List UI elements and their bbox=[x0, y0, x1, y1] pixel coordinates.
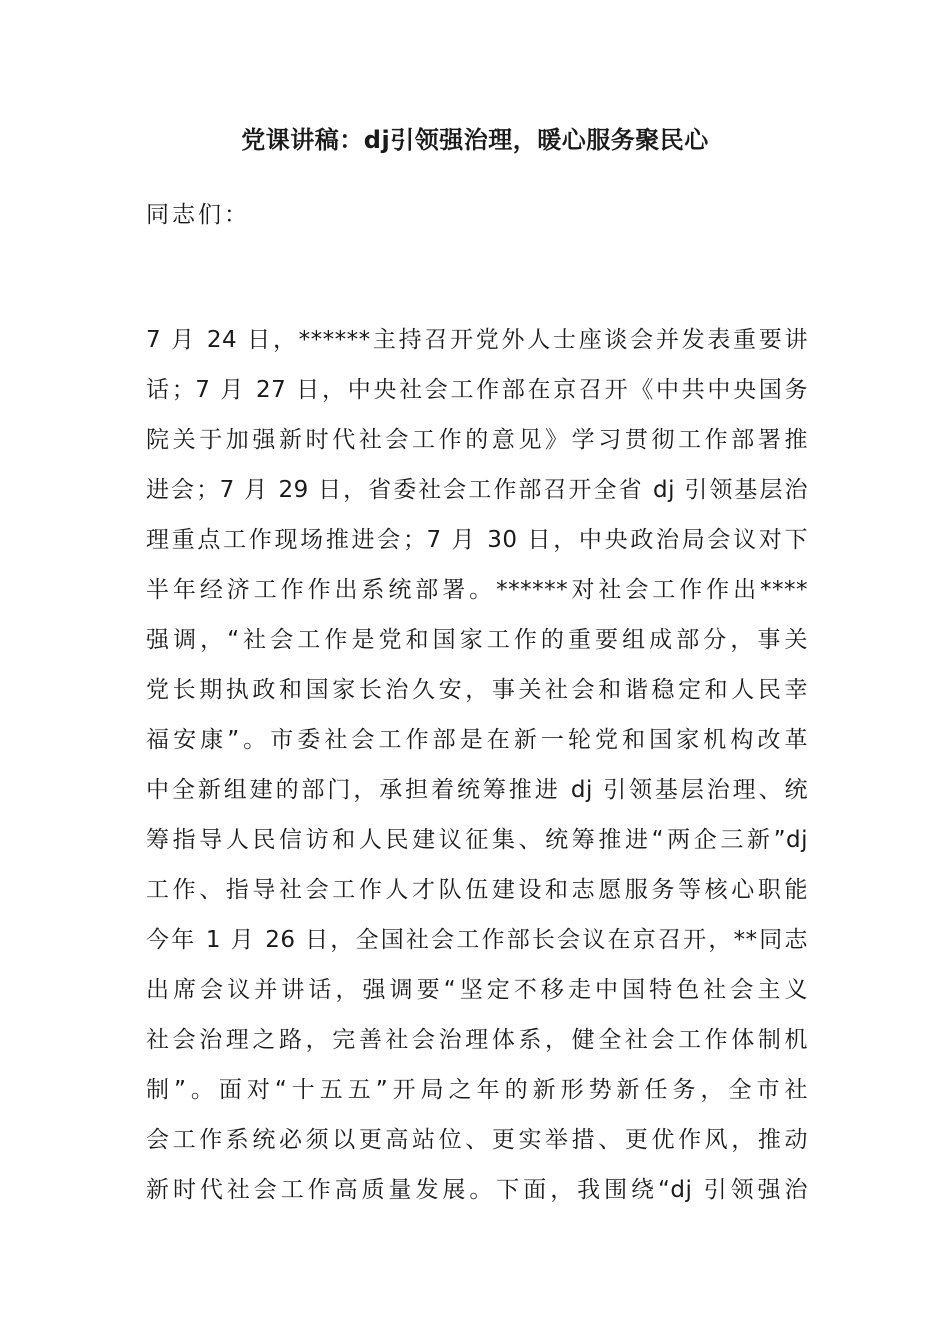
body-line: 7 月 24 日，******主持召开党外人士座谈会并发表重要讲 bbox=[146, 327, 808, 353]
body-line: 新时代社会工作高质量发展。下面，我围绕“dj 引领强治 bbox=[146, 1177, 808, 1203]
document-title: 党课讲稿：dj引领强治理，暖心服务聚民心 bbox=[241, 126, 709, 154]
body-paragraph bbox=[146, 320, 808, 1220]
body-line: 党长期执政和国家长治久安，事关社会和谐稳定和人民幸 bbox=[146, 677, 808, 703]
body-line: 强调，“社会工作是党和国家工作的重要组成部分，事关 bbox=[146, 627, 808, 653]
body-line: 会工作系统必须以更高站位、更实举措、更优作风，推动 bbox=[146, 1127, 808, 1153]
body-line: 制”。面对“十五五”开局之年的新形势新任务，全市社 bbox=[146, 1077, 808, 1103]
body-line: 院关于加强新时代社会工作的意见》学习贯彻工作部署推 bbox=[146, 427, 808, 453]
body-line: 出席会议并讲话，强调要“坚定不移走中国特色社会主义 bbox=[146, 977, 808, 1003]
body-line: 进会；7 月 29 日，省委社会工作部召开全省 dj 引领基层治 bbox=[146, 477, 808, 503]
body-line: 中全新组建的部门，承担着统筹推进 dj 引领基层治理、统 bbox=[146, 777, 808, 803]
body-line: 福安康”。市委社会工作部是在新一轮党和国家机构改革 bbox=[146, 727, 808, 753]
body-line: 理重点工作现场推进会；7 月 30 日，中央政治局会议对下 bbox=[146, 527, 808, 553]
body-line: 话；7 月 27 日，中央社会工作部在京召开《中共中央国务 bbox=[146, 377, 808, 403]
body-line: 半年经济工作作出系统部署。******对社会工作作出**** bbox=[146, 577, 808, 603]
body-line: 筹指导人民信访和人民建议征集、统筹推进“两企三新”dj bbox=[146, 827, 808, 853]
body-line: 社会治理之路，完善社会治理体系，健全社会工作体制机 bbox=[146, 1027, 808, 1053]
salutation: 同志们： bbox=[146, 202, 250, 228]
body-line: 工作、指导社会工作人才队伍建设和志愿服务等核心职能 bbox=[146, 877, 808, 903]
body-line: 今年 1 月 26 日，全国社会工作部长会议在京召开，**同志 bbox=[146, 927, 808, 953]
